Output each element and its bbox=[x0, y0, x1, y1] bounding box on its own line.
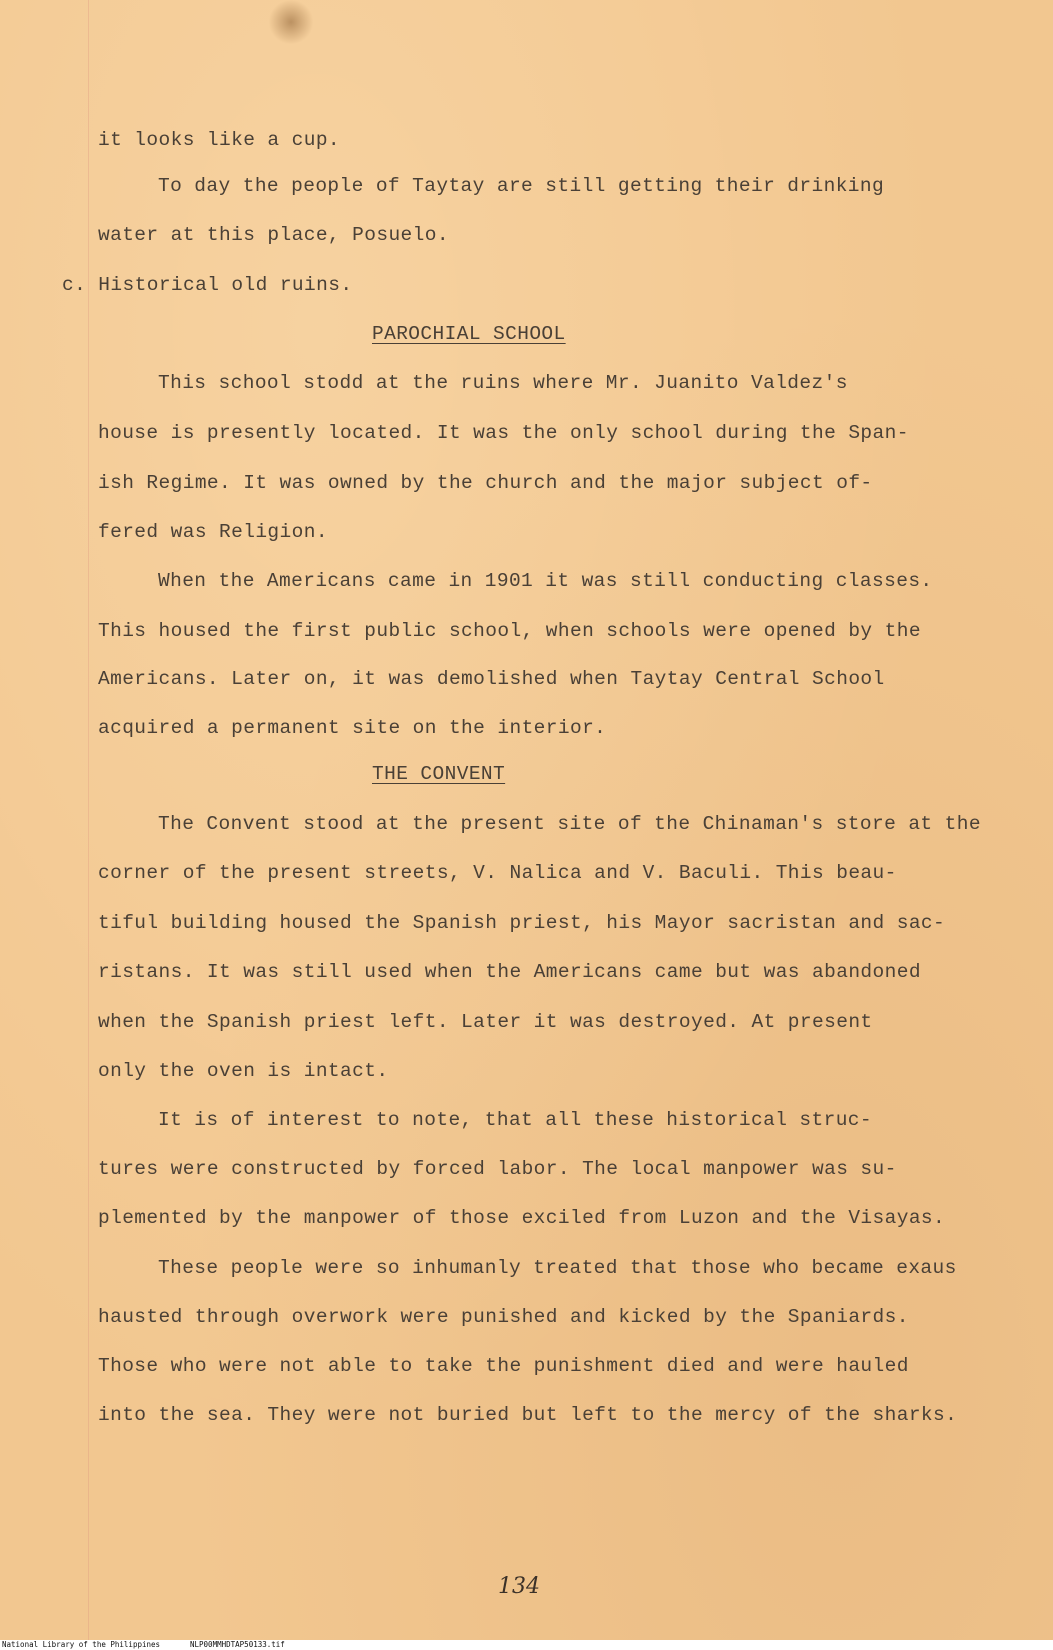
text-line: To day the people of Taytay are still getting their drinking bbox=[158, 175, 885, 197]
text-line: acquired a permanent site on the interior. bbox=[98, 717, 607, 739]
text-line: tiful building housed the Spanish priest, his Mayor sacristan and sac- bbox=[98, 912, 946, 934]
text-line: The Convent stood at the present site of the Chinaman's store at the bbox=[158, 813, 981, 835]
page-number: 134 bbox=[498, 1574, 540, 1599]
paper-stain bbox=[268, 0, 314, 44]
margin-rule bbox=[88, 0, 89, 1640]
text-line: fered was Religion. bbox=[98, 521, 328, 543]
text-line: house is presently located. It was the only school during the Span- bbox=[98, 422, 909, 444]
text-line: c. Historical old ruins. bbox=[62, 274, 353, 296]
text-line: tures were constructed by forced labor. The local manpower was su- bbox=[98, 1158, 897, 1180]
text-line: This school stodd at the ruins where Mr. Juanito Valdez's bbox=[158, 372, 848, 394]
text-line: When the Americans came in 1901 it was still conducting classes. bbox=[158, 570, 933, 592]
text-line: hausted through overwork were punished and kicked by the Spaniards. bbox=[98, 1306, 909, 1328]
text-line: only the oven is intact. bbox=[98, 1060, 389, 1082]
text-line: water at this place, Posuelo. bbox=[98, 224, 449, 246]
section-heading-parochial-school: PAROCHIAL SCHOOL bbox=[372, 323, 566, 345]
text-line: when the Spanish priest left. Later it was destroyed. At present bbox=[98, 1011, 873, 1033]
text-line: into the sea. They were not buried but left to the mercy of the sharks. bbox=[98, 1404, 958, 1426]
text-line: ish Regime. It was owned by the church and the major subject of- bbox=[98, 472, 873, 494]
text-line: This housed the first public school, when schools were opened by the bbox=[98, 620, 921, 642]
footer-institution: National Library of the Philippines bbox=[2, 1640, 161, 1649]
text-line: plemented by the manpower of those exciled from Luzon and the Visayas. bbox=[98, 1207, 946, 1229]
text-line: it looks like a cup. bbox=[98, 129, 341, 151]
section-heading-the-convent: THE CONVENT bbox=[372, 763, 506, 785]
text-line: Americans. Later on, it was demolished when Taytay Central School bbox=[98, 668, 885, 690]
text-line: These people were so inhumanly treated that those who became exaus bbox=[158, 1257, 957, 1279]
text-line: Those who were not able to take the punishment died and were hauled bbox=[98, 1355, 909, 1377]
footer-filename: NLP00MMHDTAP50133.tif bbox=[190, 1640, 285, 1649]
text-line: ristans. It was still used when the Americans came but was abandoned bbox=[98, 961, 921, 983]
text-line: corner of the present streets, V. Nalica and V. Baculi. This beau- bbox=[98, 862, 897, 884]
text-line: It is of interest to note, that all these historical struc- bbox=[158, 1109, 873, 1131]
